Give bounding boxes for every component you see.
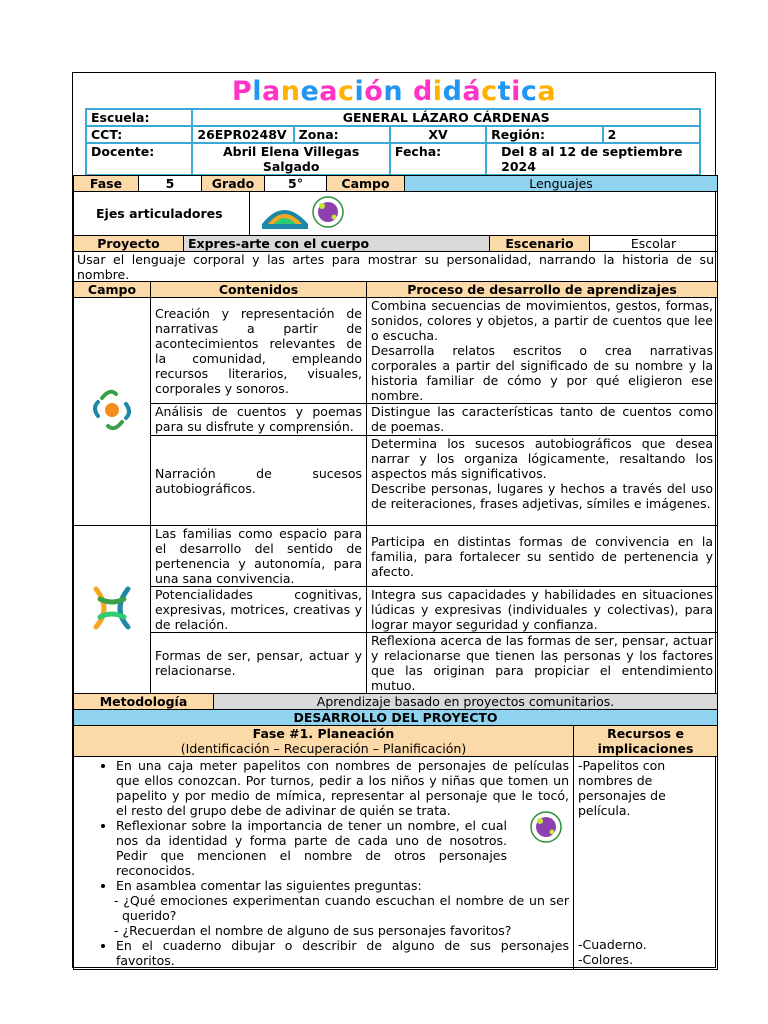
- title-letter: ó: [364, 76, 384, 107]
- pregunta-2: - ¿Recuerdan el nombre de alguno de sus personajes favoritos?: [114, 923, 512, 938]
- zona-label: Zona:: [294, 126, 390, 143]
- proceso-5: Integra sus capacidades y habilidades en situaciones lúdicas y expresivas (individuales y colectivas), para lograr mayor seguridad y confianza.: [367, 587, 718, 633]
- fase1-actividades: [74, 757, 574, 970]
- campo-label: Campo: [327, 176, 405, 192]
- proceso-6: Reflexiona acerca de las formas de ser, pensar, actuar y relacionarse que tienen las personas y los factores que las originan para propiciar el entendimiento mutuo.: [367, 633, 718, 694]
- metodologia-value: Aprendizaje basado en proyectos comunitarios.: [214, 694, 718, 710]
- title-letter: c: [520, 76, 538, 107]
- actividades-list-2: [78, 938, 569, 968]
- fase-label: Fase: [74, 176, 139, 192]
- actividad-4: • En el cuaderno dibujar o describir de alguno de sus personajes favoritos.: [116, 938, 569, 968]
- proceso-2: Distingue las características tanto de cuentos como de poemas.: [367, 404, 718, 436]
- title-letter: i: [432, 76, 443, 107]
- recursos-header: Recursos e implicaciones: [574, 726, 718, 757]
- escenario-label: Escenario: [490, 236, 590, 252]
- school-header-table: [85, 108, 701, 176]
- cct-label: CCT:: [86, 126, 192, 143]
- fase-value: 5: [139, 176, 202, 192]
- fase1-title: Fase #1. Planeación: [252, 726, 395, 741]
- title-letter: n: [383, 76, 404, 107]
- title-letter: d: [412, 76, 433, 107]
- col-campo-header: Campo: [74, 282, 151, 298]
- fecha-label: Fecha:: [390, 143, 486, 175]
- title-letter: l: [252, 76, 262, 107]
- campo-lenguajes-cell: [74, 298, 151, 526]
- grado-value: 5°: [265, 176, 327, 192]
- recurso-papelitos: -Papelitos con nombres de personajes de película.: [578, 758, 666, 818]
- contenido-4: Las familias como espacio para el desarrollo del sentido de pertenencia y autonomía, para una sana convivencia.: [151, 526, 367, 587]
- campo-etica-cell: [74, 526, 151, 694]
- title-letter: i: [511, 76, 521, 107]
- title-letter: a: [537, 76, 557, 107]
- actividades-list: [78, 758, 569, 893]
- lenguajes-campo-icon: [92, 384, 132, 436]
- region-value: 2: [603, 126, 700, 143]
- col-contenidos-header: Contenidos: [151, 282, 367, 298]
- contenido-2: Análisis de cuentos y poemas para su disfrute y comprensión.: [151, 404, 367, 436]
- page-title: [73, 75, 715, 109]
- lesson-plan-page: [72, 72, 716, 968]
- proyecto-descripcion: Usar el lenguaje corporal y las artes para mostrar su personalidad, narrando la historia de su nombre.: [74, 252, 718, 283]
- title-letter: e: [300, 76, 320, 107]
- contenido-3: Narración de sucesos autobiográficos.: [151, 436, 367, 526]
- ejes-articuladores-icons: [258, 194, 348, 234]
- proyecto-value: Expres-arte con el cuerpo: [184, 236, 490, 252]
- grado-label: Grado: [202, 176, 265, 192]
- zona-value: XV: [390, 126, 486, 143]
- contenido-6: Formas de ser, pensar, actuar y relacionarse.: [151, 633, 367, 694]
- title-letter: t: [497, 76, 512, 107]
- contenido-5: Potencialidades cognitivas, expresivas, motrices, creativas y de relación.: [151, 587, 367, 633]
- info-table: [73, 175, 718, 192]
- fecha-value: Del 8 al 12 de septiembre 2024: [486, 143, 700, 175]
- actividad-1: • En una caja meter papelitos con nombres de personajes de películas que ellos conozcan. Por turnos, pedir a los niños y niñas que tomen un papelito y por medio de mímica, representar al personaje que le tocó, el resto del grupo debe de adivinar de quién se trata.: [116, 758, 569, 818]
- proyecto-label: Proyecto: [74, 236, 184, 252]
- col-proceso-header: Proceso de desarrollo de aprendizajes: [367, 282, 718, 298]
- docente-label: Docente:: [86, 143, 192, 175]
- title-letter: i: [354, 76, 365, 107]
- desarrollo-header: DESARROLLO DEL PROYECTO: [74, 710, 718, 726]
- etica-campo-icon: [90, 583, 134, 633]
- ejes-label: Ejes articuladores: [74, 192, 250, 236]
- title-letter: [403, 76, 413, 107]
- proceso-3: Determina los sucesos autobiográficos que desea narrar y los organiza lógicamente, resaltando los aspectos más significativos. Describe personas, lugares y hechos a través del uso de reiteraciones, frases adjetivas, símiles e imágenes.: [367, 436, 718, 526]
- escuela-label: Escuela:: [86, 109, 192, 126]
- inclusion-icon: [262, 210, 308, 229]
- title-letter: á: [462, 76, 482, 107]
- actividad-2: • Reflexionar sobre la importancia de tener un nombre, el cual nos da identidad y forma parte de cada uno de nosotros. Pedir que mencionen el nombre de otros personajes reconocidos.: [116, 818, 569, 878]
- proceso-4: Participa en distintas formas de convivencia en la familia, para fortalecer su sentido de pertenencia y afecto.: [367, 526, 718, 587]
- recurso-colores: -Colores.: [578, 952, 634, 967]
- metodologia-table: [73, 693, 718, 726]
- contenido-1: Creación y representación de narrativas a partir de acontecimientos relevantes de la comunidad, empleando recursos literarios, visuales, corporales y sonoros.: [151, 298, 367, 404]
- actividad-3: • En asamblea comentar las siguientes preguntas:: [116, 878, 569, 893]
- escenario-value: Escolar: [590, 236, 718, 252]
- fase1-header-cell: [74, 726, 574, 757]
- contenidos-table: [73, 281, 718, 694]
- cct-value: 26EPR0248V: [192, 126, 293, 143]
- metodologia-label: Metodología: [74, 694, 214, 710]
- proceso-1: Combina secuencias de movimientos, gestos, formas, sonidos, colores y objetos, a partir de cuentos que lee o escucha. Desarrolla relatos escritos o crea narrativas corporales a partir del significado de su nombre y la historia familiar de cómo y por qué eligieron ese nombre.: [367, 298, 718, 404]
- proyecto-table: [73, 235, 718, 283]
- fase1-subtitle: (Identificación – Recuperación – Planificación): [180, 741, 467, 756]
- title-letter: P: [231, 76, 253, 107]
- artes-icon-small: [528, 809, 564, 845]
- title-letter: a: [261, 76, 281, 107]
- escuela-value: GENERAL LÁZARO CÁRDENAS: [192, 109, 700, 126]
- fase1-recursos: [574, 757, 718, 970]
- region-label: Región:: [486, 126, 603, 143]
- artes-icon: [313, 197, 343, 227]
- pregunta-1: - ¿Qué emociones experimentan cuando escuchan el nombre de un ser querido?: [114, 893, 569, 923]
- recurso-cuaderno: -Cuaderno.: [578, 937, 647, 952]
- fase1-table: [73, 725, 718, 970]
- title-letter: n: [280, 76, 301, 107]
- title-letter: c: [481, 76, 498, 107]
- docente-value: Abril Elena Villegas Salgado: [192, 143, 390, 175]
- ejes-table: [73, 191, 718, 236]
- ejes-icons: [250, 192, 718, 236]
- title-letter: d: [442, 76, 463, 107]
- campo-value: Lenguajes: [405, 176, 718, 192]
- title-letter: a: [319, 76, 338, 107]
- title-letter: c: [337, 76, 355, 107]
